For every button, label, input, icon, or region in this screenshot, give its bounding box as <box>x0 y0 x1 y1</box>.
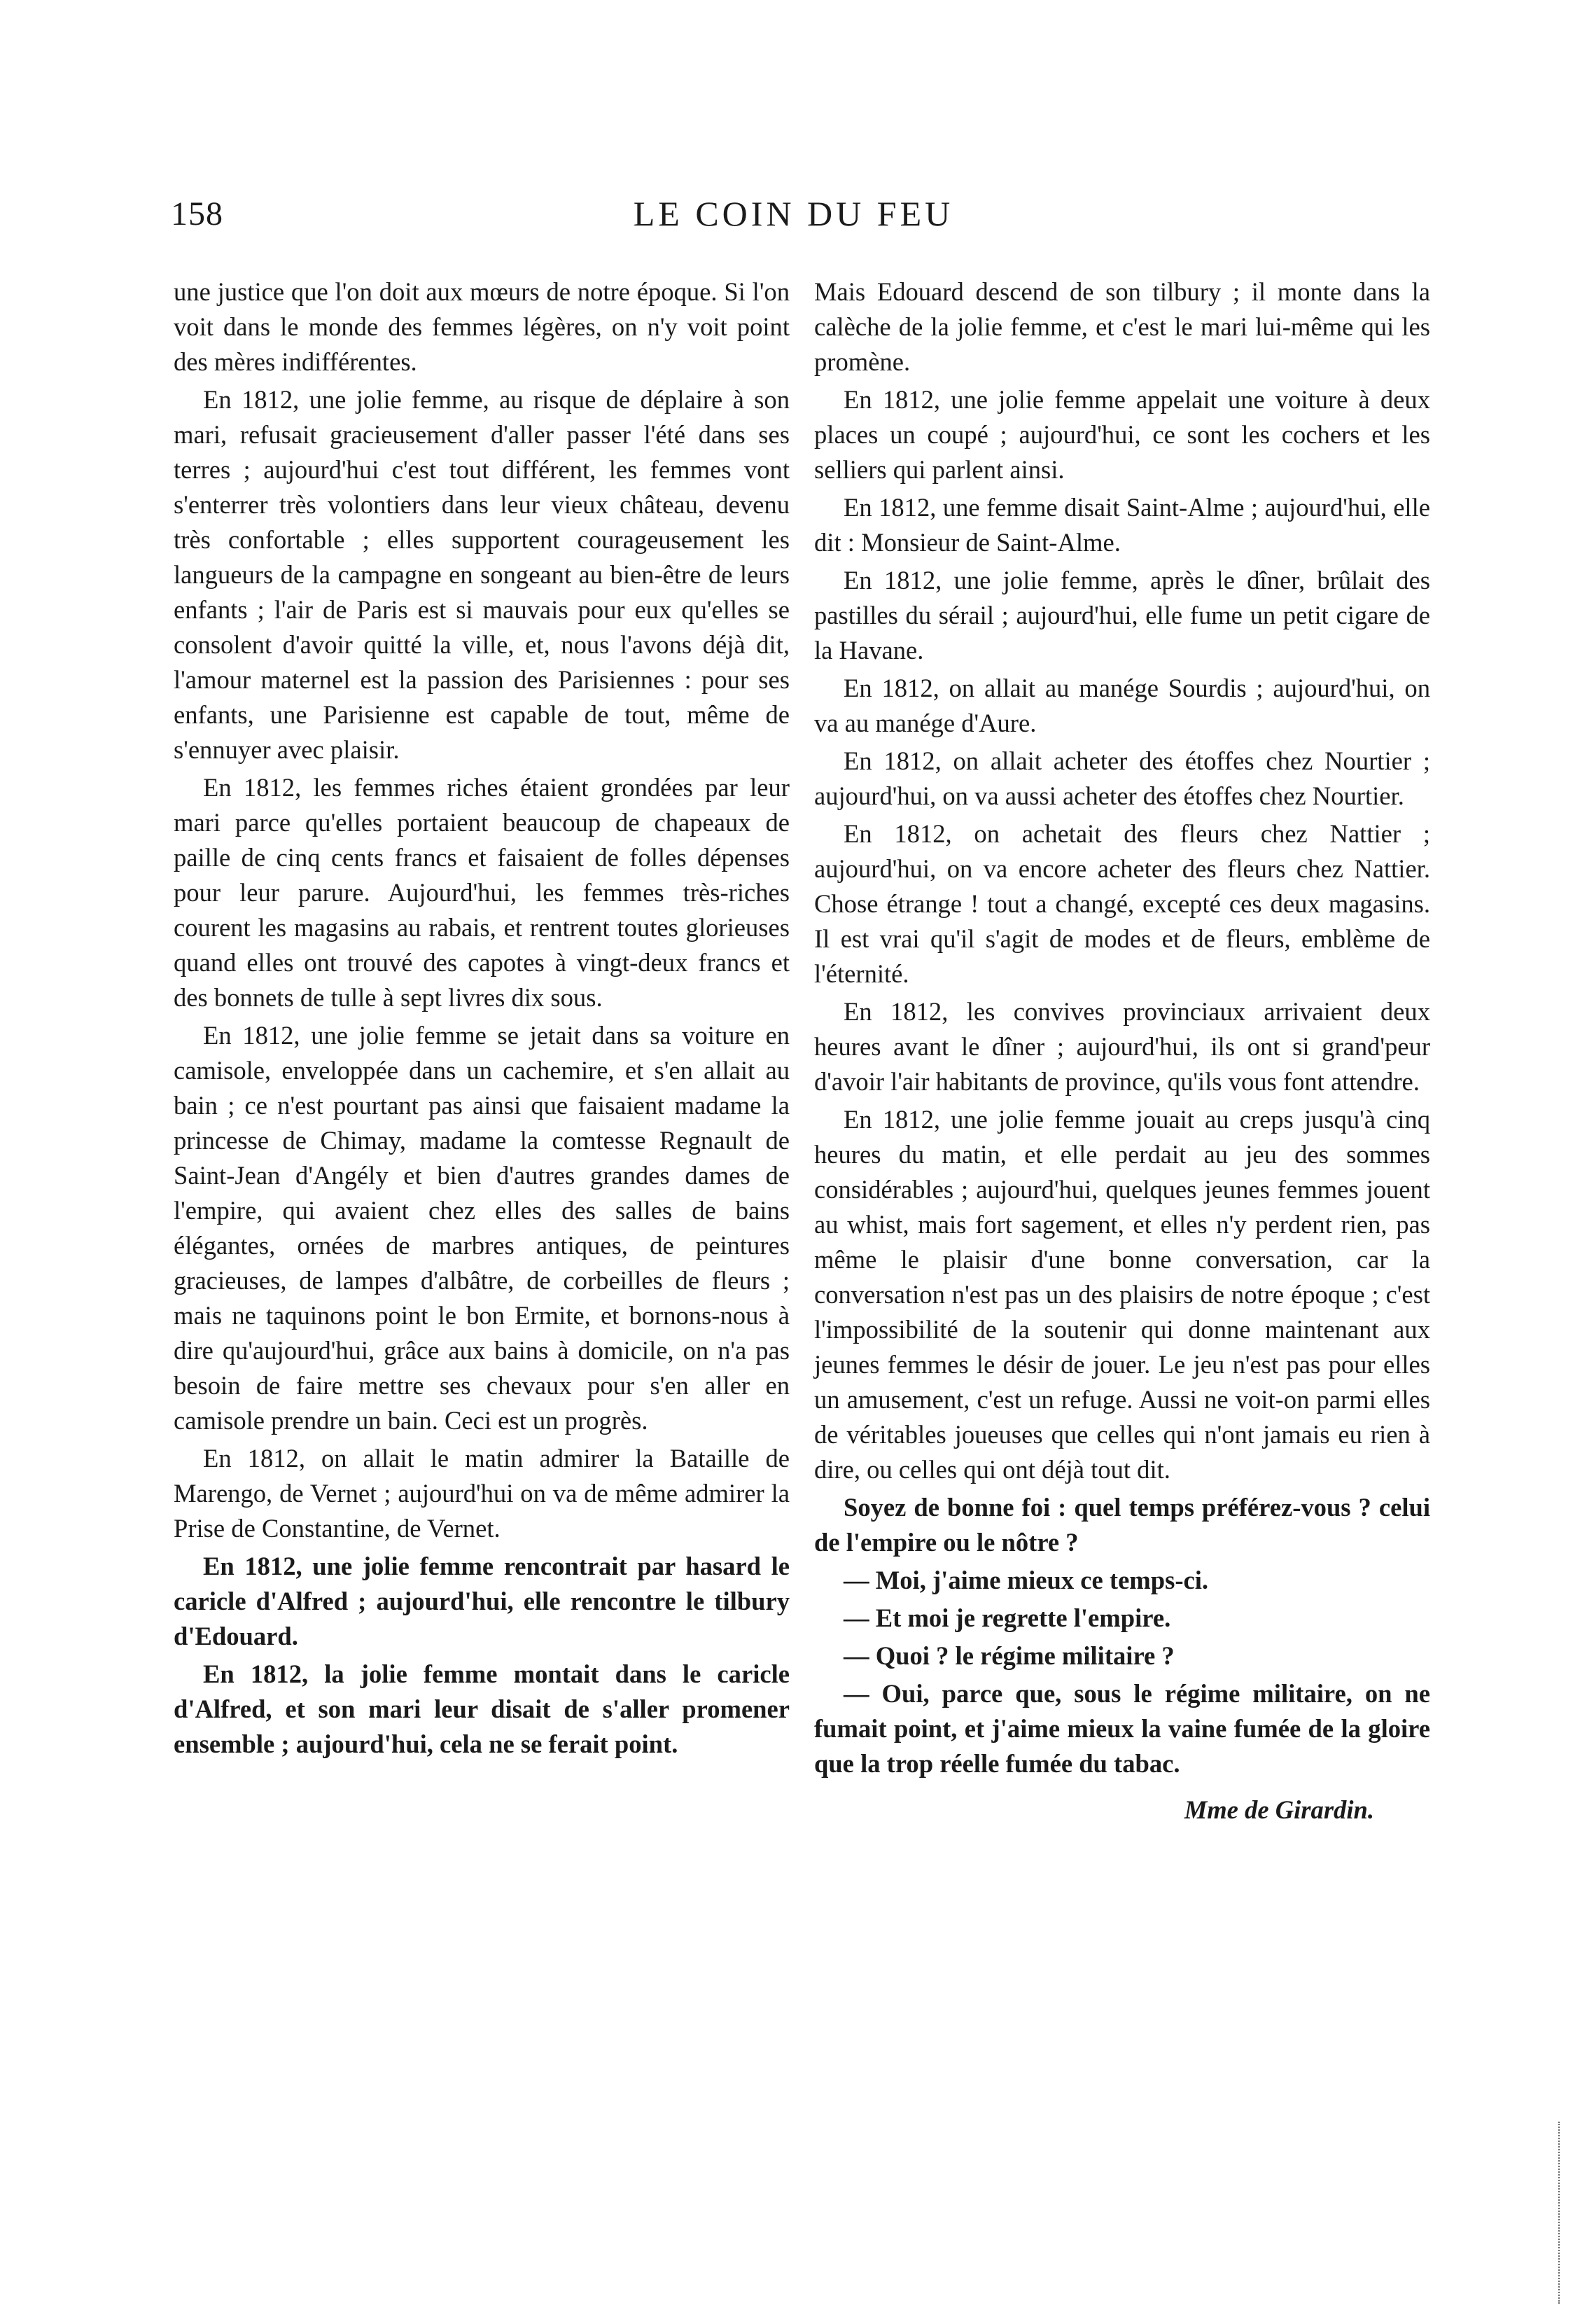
paragraph: En 1812, une jolie femme jouait au creps jusqu'à cinq heures du matin, et elle perdait au jeu des sommes considérables ; aujourd'hui, quelques jeunes femmes jouent au whist, mais fort sagement, et elles n'y perdent rien, pas même le plaisir d'une bonne conversation, car la conversation n'est pas un des plaisirs de notre époque ; c'est l'impossibilité de la soutenir qui donne maintenant aux jeunes femmes le désir de jouer. Le jeu n'est pas pour elles un amusement, c'est un refuge. Aussi ne voit-on parmi elles de véritables joueuses que celles qui n'ont jamais eu rien à dire, ou celles qui ont déjà tout dit. <box>814 1105 1430 1484</box>
running-head-title: LE COIN DU FEU <box>633 194 954 233</box>
paragraph: Mais Edouard descend de son tilbury ; il monte dans la calèche de la jolie femme, et c'est le mari lui-même qui les promène. <box>814 277 1430 376</box>
paragraph: une justice que l'on doit aux mœurs de notre époque. Si l'on voit dans le monde des femmes légères, on n'y voit point des mères indifférentes. <box>174 277 790 376</box>
margin-marks <box>1558 2122 1564 2304</box>
author-signature: Mme de Girardin. <box>1184 1795 1374 1824</box>
paragraph: En 1812, une femme disait Saint-Alme ; aujourd'hui, elle dit : Monsieur de Saint-Alme. <box>814 493 1430 557</box>
paragraph: En 1812, on allait le matin admirer la Bataille de Marengo, de Vernet ; aujourd'hui on va de même admirer la Prise de Constantine, de Vernet. <box>174 1444 790 1543</box>
paragraph: En 1812, on allait acheter des étoffes chez Nourtier ; aujourd'hui, on va aussi acheter des étoffes chez Nourtier. <box>814 746 1430 810</box>
paragraph: En 1812, une jolie femme appelait une voiture à deux places un coupé ; aujourd'hui, ce sont les cochers et les selliers qui parlent ainsi. <box>814 385 1430 484</box>
paragraph: En 1812, on achetait des fleurs chez Nattier ; aujourd'hui, on va encore acheter des fleurs chez Nattier. Chose étrange ! tout a changé, excepté ces deux magasins. Il est vrai qu'il s'agit de modes et de fleurs, emblème de l'éternité. <box>814 819 1430 988</box>
paragraph: En 1812, on allait au manége Sourdis ; aujourd'hui, on va au manége d'Aure. <box>814 674 1430 737</box>
paragraph: En 1812, une jolie femme, après le dîner, brûlait des pastilles du sérail ; aujourd'hui, elle fume un petit cigare de la Havane. <box>814 566 1430 665</box>
paragraph: En 1812, la jolie femme montait dans le caricle d'Alfred, et son mari leur disait de s'aller promener ensemble ; aujourd'hui, cela ne se ferait point. <box>174 1659 790 1758</box>
dialogue-line: — Oui, parce que, sous le régime militaire, on ne fumait point, et j'aime mieux la vaine fumée de la gloire que la trop réelle fumée du tabac. <box>814 1679 1430 1778</box>
dialogue-line: — Et moi je regrette l'empire. <box>844 1603 1171 1632</box>
dialogue-line: — Moi, j'aime mieux ce temps-ci. <box>844 1566 1209 1594</box>
paragraph: Soyez de bonne foi : quel temps préférez-vous ? celui de l'empire ou le nôtre ? <box>814 1493 1430 1557</box>
paragraph: En 1812, les convives provinciaux arrivaient deux heures avant le dîner ; aujourd'hui, ils ont si grand'peur d'avoir l'air habitants de province, qu'ils vous font attendre. <box>814 997 1430 1096</box>
right-column <box>814 274 1430 1828</box>
paragraph: En 1812, une jolie femme se jetait dans sa voiture en camisole, enveloppée dans un cachemire, et s'en allait au bain ; ce n'est pourtant pas ainsi que faisaient madame la princesse de Chimay, madame la comtesse Regnault de Saint-Jean d'Angély et bien d'autres grandes dames de l'empire, qui avaient chez elles des salles de bains élégantes, ornées de marbres antiques, de peintures gracieuses, de lampes d'albâtre, de corbeilles de fleurs ; mais ne taquinons point le bon Ermite, et bornons-nous à dire qu'aujourd'hui, grâce aux bains à domicile, on n'a pas besoin de faire mettre ses chevaux pour s'en aller en camisole prendre un bain. Ceci est un progrès. <box>174 1021 790 1435</box>
paragraph: En 1812, une jolie femme rencontrait par hasard le caricle d'Alfred ; aujourd'hui, elle rencontre le tilbury d'Edouard. <box>174 1552 790 1650</box>
dialogue-line: — Quoi ? le régime militaire ? <box>844 1641 1175 1670</box>
page-number: 158 <box>171 195 223 232</box>
paragraph: En 1812, une jolie femme, au risque de déplaire à son mari, refusait gracieusement d'aller passer l'été dans ses terres ; aujourd'hui c'est tout différent, les femmes vont s'enterrer très volontiers dans leur vieux château, devenu très confortable ; elles supportent courageusement les langueurs de la campagne en songeant au bien-être de leurs enfants ; l'air de Paris est si mauvais pour eux qu'elles se consolent d'avoir quitté la ville, et, nous l'avons déjà dit, l'amour maternel est la passion des Parisiennes : pour ses enfants, une Parisienne est capable de tout, même de s'ennuyer avec plaisir. <box>174 385 790 764</box>
left-column <box>174 274 790 1765</box>
paragraph: En 1812, les femmes riches étaient grondées par leur mari parce qu'elles portaient beaucoup de chapeaux de paille de cinq cents francs et faisaient de folles dépenses pour leur parure. Aujourd'hui, les femmes très-riches courent les magasins au rabais, et rentrent toutes glorieuses quand elles ont trouvé des capotes à vingt-deux francs et des bonnets de tulle à sept livres dix sous. <box>174 773 790 1012</box>
